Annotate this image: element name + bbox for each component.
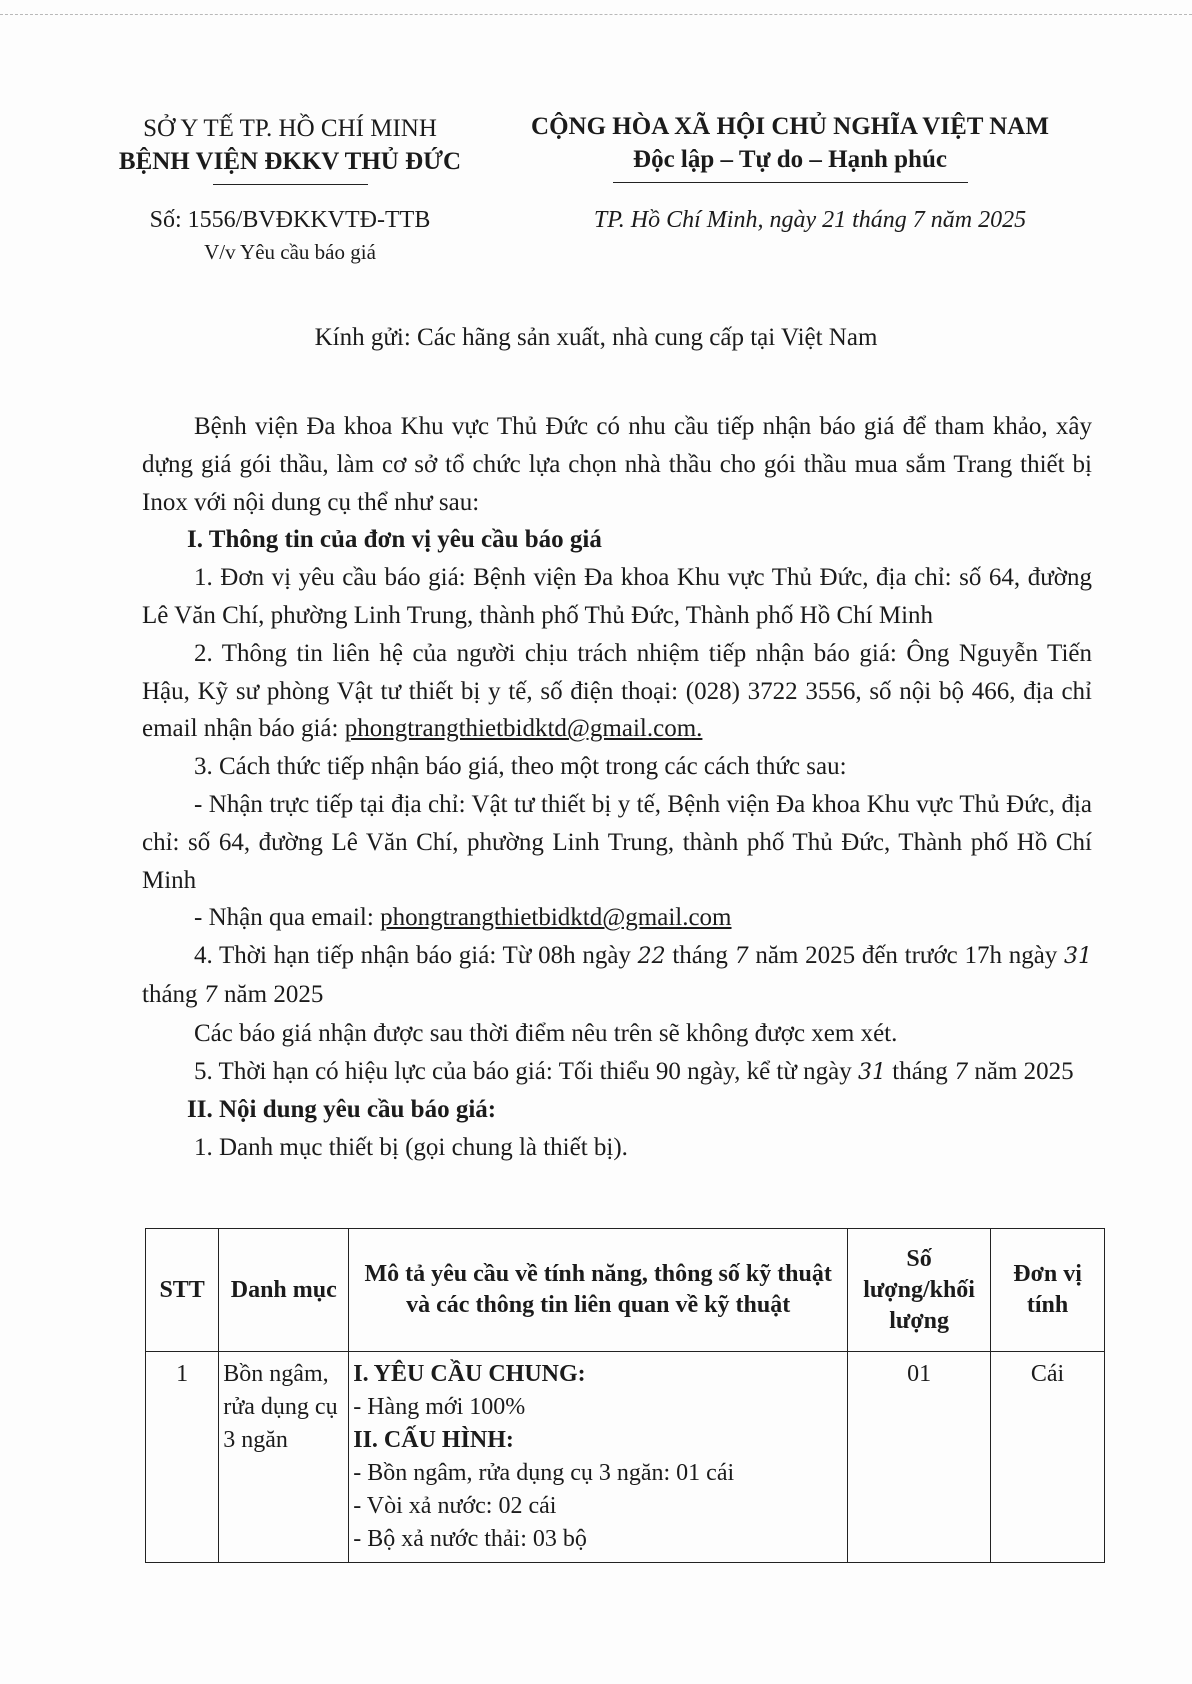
cell-description (349, 1352, 848, 1563)
recipient-line: Kính gửi: Các hãng sản xuất, nhà cung cấp tại Việt Nam (314, 324, 878, 351)
section-1-item-5 (142, 1053, 1092, 1092)
header-stt: STT (146, 1229, 219, 1352)
desc-line: - Bộ xả nước thải: 03 bộ (353, 1526, 587, 1552)
organization-underline (213, 184, 368, 185)
document-body (142, 408, 1092, 1167)
section-2-title: II. Nội dung yêu cầu báo giá: (187, 1096, 497, 1124)
header-name: Danh mục (219, 1229, 349, 1352)
handwritten-end-month: 7 (203, 982, 218, 1008)
section-2-item-1: 1. Danh mục thiết bị (gọi chung là thiết bị). (194, 1134, 628, 1162)
country-name: CỘNG HÒA XÃ HỘI CHỦ NGHĨA VIỆT NAM (531, 113, 1049, 140)
desc-line: - Vòi xả nước: 02 cái (353, 1493, 557, 1519)
organization-name: BỆNH VIỆN ĐKKV THỦ ĐỨC (118, 148, 462, 175)
contact-email-link[interactable]: phongtrangthietbidktd@gmail.com. (344, 715, 703, 743)
national-motto: Độc lập – Tự do – Hạnh phúc (633, 146, 947, 173)
header-description: Mô tả yêu cầu về tính năng, thông số kỹ thuật và các thông tin liên quan về kỹ thuật (349, 1229, 848, 1352)
parent-organization: SỞ Y TẾ TP. HỒ CHÍ MINH (143, 115, 437, 142)
validity-text-3: năm 2025 (968, 1057, 1074, 1085)
place-and-date: TP. Hồ Chí Minh, ngày 21 tháng 7 năm 2025 (593, 207, 1027, 233)
desc-line: - Hàng mới 100% (353, 1394, 526, 1420)
table-row (146, 1352, 1105, 1563)
handwritten-start-month: 7 (734, 944, 749, 970)
section-1-title: I. Thông tin của đơn vị yêu cầu báo giá (187, 526, 602, 554)
section-1-item-2 (142, 635, 1092, 748)
deadline-text-3: năm 2025 đến trước 17h ngày (748, 942, 1065, 970)
validity-text-1: 5. Thời hạn có hiệu lực của báo giá: Tối thiểu 90 ngày, kể từ ngày (194, 1057, 859, 1085)
deadline-text-4: tháng (142, 980, 204, 1008)
delivery-in-person: - Nhận trực tiếp tại địa chỉ: Vật tư thiết bị y tế, Bệnh viện Đa khoa Khu vực Thủ Đức, địa chỉ: số 64, đường Lê Văn Chí, phường Linh Trung, thành phố Thủ Đức, Thành phố Hồ Chí Minh (142, 790, 1092, 894)
cell-unit: Cái (991, 1352, 1105, 1563)
desc-config-heading: II. CẤU HÌNH: (353, 1427, 514, 1453)
header-unit: Đơn vị tính (991, 1229, 1105, 1352)
equipment-table (145, 1228, 1105, 1563)
handwritten-validity-day: 31 (858, 1059, 887, 1085)
scan-edge-line (0, 14, 1192, 15)
document-number: Số: 1556/BVĐKKVTĐ-TTB (149, 207, 431, 233)
section-1-item-1: 1. Đơn vị yêu cầu báo giá: Bệnh viện Đa khoa Khu vực Thủ Đức, địa chỉ: số 64, đường Lê Văn Chí, phường Linh Trung, thành phố Thủ Đức, Thành phố Hồ Chí Minh (142, 564, 1092, 629)
document-subject: V/v Yêu cầu báo giá (204, 240, 376, 264)
desc-general-heading: I. YÊU CẦU CHUNG: (353, 1361, 586, 1387)
deadline-text-1: 4. Thời hạn tiếp nhận báo giá: Từ 08h ngày (194, 942, 638, 970)
contact-info-text: 2. Thông tin liên hệ của người chịu trách nhiệm tiếp nhận báo giá: Ông Nguyễn Tiến Hậu, Kỹ sư phòng Vật tư thiết bị y tế, số điện thoại: (028) 3722 3556, số nội bộ 466, địa chỉ email nhận báo giá: (142, 639, 1092, 743)
desc-line: - Bồn ngâm, rửa dụng cụ 3 ngăn: 01 cái (353, 1460, 735, 1486)
cell-stt: 1 (146, 1352, 219, 1563)
deadline-text-5: năm 2025 (217, 980, 324, 1008)
late-submission-note: Các báo giá nhận được sau thời điểm nêu trên sẽ không được xem xét. (194, 1019, 898, 1047)
delivery-email-link[interactable]: phongtrangthietbidktd@gmail.com (380, 904, 732, 932)
section-1-item-4 (142, 937, 1092, 1015)
handwritten-start-day: 22 (637, 944, 666, 970)
validity-text-2: tháng (886, 1057, 955, 1085)
section-1-item-3: 3. Cách thức tiếp nhận báo giá, theo một trong các cách thức sau: (194, 753, 847, 781)
intro-paragraph: Bệnh viện Đa khoa Khu vực Thủ Đức có nhu cầu tiếp nhận báo giá để tham khảo, xây dựng giá gói thầu, làm cơ sở tổ chức lựa chọn nhà thầu cho gói thầu mua sắm Trang thiết bị Inox với nội dung cụ thể như sau: (142, 413, 1092, 516)
handwritten-end-day: 31 (1064, 944, 1093, 970)
table-header-row (146, 1229, 1105, 1352)
national-header (500, 110, 1080, 183)
delivery-email-label: - Nhận qua email: (194, 904, 381, 932)
handwritten-validity-month: 7 (954, 1059, 969, 1085)
cell-name: Bồn ngâm, rửa dụng cụ 3 ngăn (219, 1352, 349, 1563)
deadline-text-2: tháng (665, 942, 735, 970)
cell-quantity: 01 (848, 1352, 991, 1563)
header-quantity: Số lượng/khối lượng (848, 1229, 991, 1352)
delivery-email (142, 899, 1092, 937)
issuer-block (100, 112, 480, 185)
motto-underline (613, 182, 968, 183)
